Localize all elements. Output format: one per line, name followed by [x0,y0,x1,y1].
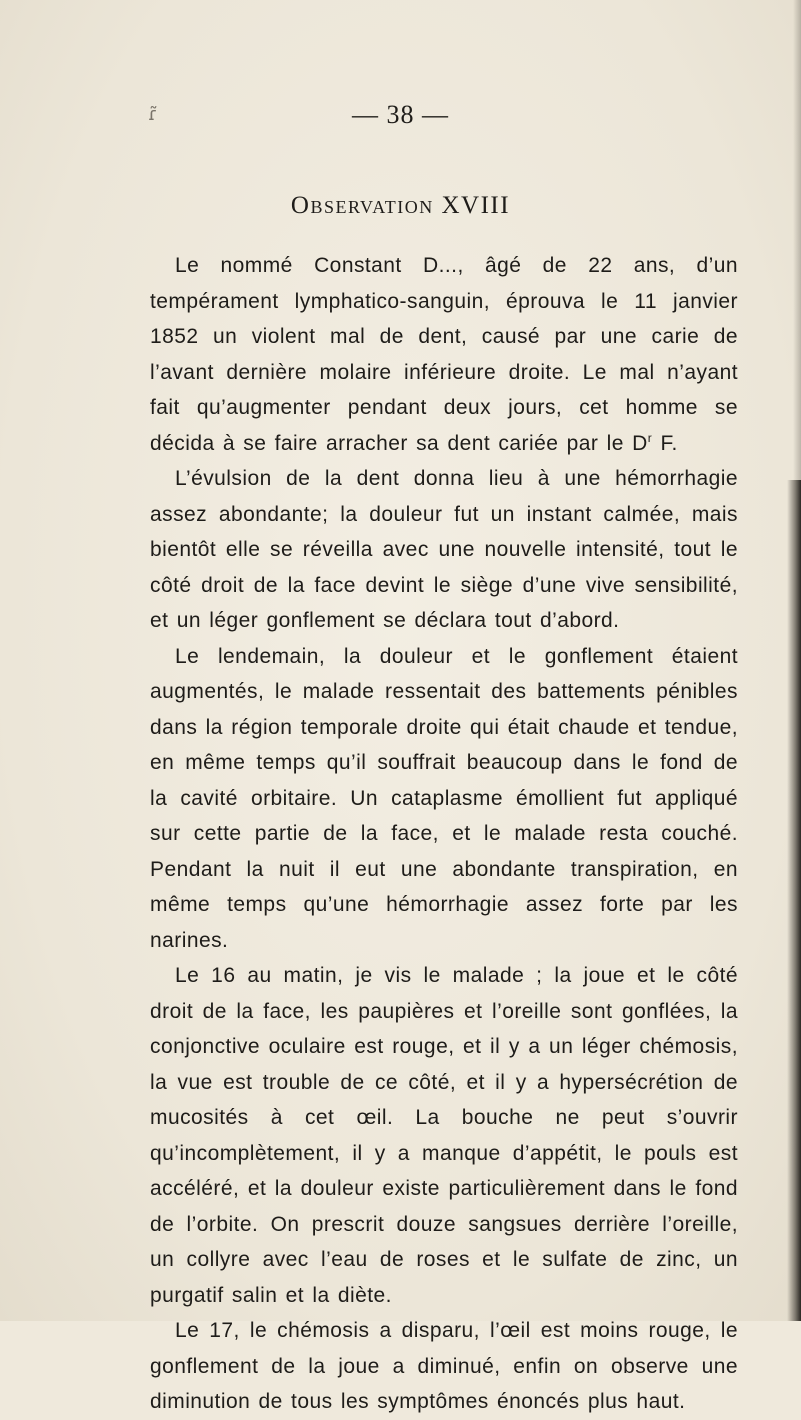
paragraph-5: Le 17, le chémosis a disparu, l’œil est moins rouge, le gonflement de la joue a diminué, enfin on observe une diminution de tous les symptômes énoncés plus haut. [150,1319,738,1413]
paragraph-4: Le 16 au matin, je vis le malade ; la joue et le côté droit de la face, les paupières et l’oreille sont gonflées, la conjonctive oculaire est rouge, et il y a un léger chémosis, la vue est trouble de ce côté, et il y a hypersécrétion de mucosités à cet œil. La bouche ne peut s’ouvrir qu’incomplètement, il y a manque d’appétit, le pouls est accéléré, et la douleur existe particulièrement dans le fond de l’orbite. On prescrit douze sangsues derrière l’oreille, un collyre avec l’eau de roses et le sulfate de zinc, un purgatif salin et la diète. [150,964,738,1307]
doctor-superscript: r [647,430,653,445]
paragraph-1 [150,248,738,461]
page-number: — 38 — [352,100,449,129]
paragraph-1-text: Le nommé Constant D..., âgé de 22 ans, d’un tempérament lymphatico-sanguin, éprouva le 11 janvier 1852 un violent mal de dent, causé par une carie de l’avant dernière molaire inférieure droite. Le mal n’ayant fait qu’augmenter pendant deux jours, cet homme se décida à se faire arracher sa dent cariée par le D [150,254,738,455]
observation-title: Observation XVIII [290,192,511,219]
paragraph-1-end: F. [652,431,678,455]
paragraph-3: Le lendemain, la douleur et le gonflement étaient augmentés, le malade ressentait des battements pénibles dans la région temporale droite qui était chaude et tendue, en même temps qu’il souffrait beaucoup dans le fond de la cavité orbitaire. Un cataplasme émollient fut appliqué sur cette partie de la face, et le malade resta couché. Pendant la nuit il eut une abondante transpiration, en même temps qu’une hémorrhagie assez forte par les narines. [150,644,738,952]
stray-ink-mark: ɾ̃ [148,104,158,125]
paragraph-2: L’évulsion de la dent donna lieu à une hémorrhagie assez abondante; la douleur fut un instant calmée, mais bientôt elle se réveilla avec une nouvelle intensité, tout le côté droit de la face devint le siège d’une vive sensibilité, et un léger gonflement se déclara tout d’abord. [150,467,738,632]
page-edge-shadow-top [793,0,801,480]
page-edge-shadow [787,480,801,1321]
observation-body [150,248,738,1420]
